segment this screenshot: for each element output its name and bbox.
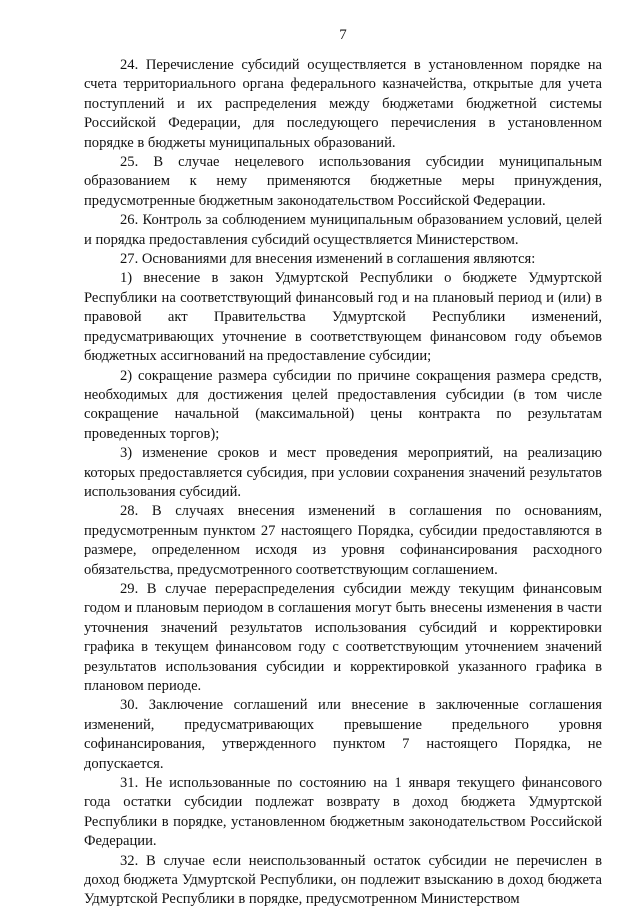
paragraph-25: 25. В случае нецелевого использования субсидии муниципальным образованием к нему применяются бюджетные меры принуждения, предусмотренные бюджетным законодательством Российской Федерации. <box>84 154 602 209</box>
paragraph-27-item-2: 2) сокращение размера субсидии по причине сокращения размера средств, необходимых для достижения целей предоставления субсидии (в том числе сокращение начальной (максимальной) цены контракта по результатам проведенных торгов); <box>84 367 602 442</box>
paragraph-29: 29. В случае перераспределения субсидии между текущим финансовым годом и плановым периодом в соглашения могут быть внесены изменения в части уточнения значений результатов использования субсидий и корректировки графика в текущем финансовом году с соответствующим уточнением значений результатов использования субсидии и корректировкой указанного графика в плановом периоде. <box>84 580 602 694</box>
paragraph-28: 28. В случаях внесения изменений в соглашения по основаниям, предусмотренным пунктом 27 настоящего Порядка, субсидии предоставляются в размере, определенном исходя из уровня софинансирования расходного обязательства, предусмотренного соответствующим соглашением. <box>84 503 602 578</box>
paragraph-27-item-1: 1) внесение в закон Удмуртской Республики о бюджете Удмуртской Республики на соответствующий финансовый год и на плановый период и (или) в правовой акт Правительства Удмуртской Республики изменений, предусматривающих уточнение в соответствующем финансовом году объемов бюджетных ассигнований на предоставление субсидии; <box>84 270 602 365</box>
paragraph-32: 32. В случае если неиспользованный остаток субсидии не перечислен в доход бюджета Удмуртской Республики, он подлежит взысканию в доход бюджета Удмуртской Республики в порядке, предусмотренном Министерством <box>84 852 602 908</box>
paragraph-30: 30. Заключение соглашений или внесение в заключенные соглашения изменений, предусматривающих превышение предельного уровня софинансирования, утвержденного пунктом 7 настоящего Порядка, не допускается. <box>84 697 602 772</box>
paragraph-24: 24. Перечисление субсидий осуществляется в установленном порядке на счета территориального органа федерального казначейства, открытые для учета поступлений и их распределения между бюджетами бюджетной системы Российской Федерации, для последующего перечисления в установленном порядке в бюджеты муниципальных образований. <box>84 57 602 151</box>
paragraph-27-item-3: 3) изменение сроков и мест проведения мероприятий, на реализацию которых предоставляется субсидия, при условии сохранения значений результатов использования субсидий. <box>84 445 602 500</box>
paragraph-31: 31. Не использованные по состоянию на 1 января текущего финансового года остатки субсидии подлежат возврату в доход бюджета Удмуртской Республики в порядке, установленном бюджетным законодательством Российской Федерации. <box>84 775 602 850</box>
page-number: 7 <box>339 27 347 43</box>
document-body <box>84 56 602 910</box>
paragraph-26: 26. Контроль за соблюдением муниципальным образованием условий, целей и порядка предоставления субсидий осуществляется Министерством. <box>84 212 602 248</box>
paragraph-27: 27. Основаниями для внесения изменений в соглашения являются: <box>120 251 536 268</box>
